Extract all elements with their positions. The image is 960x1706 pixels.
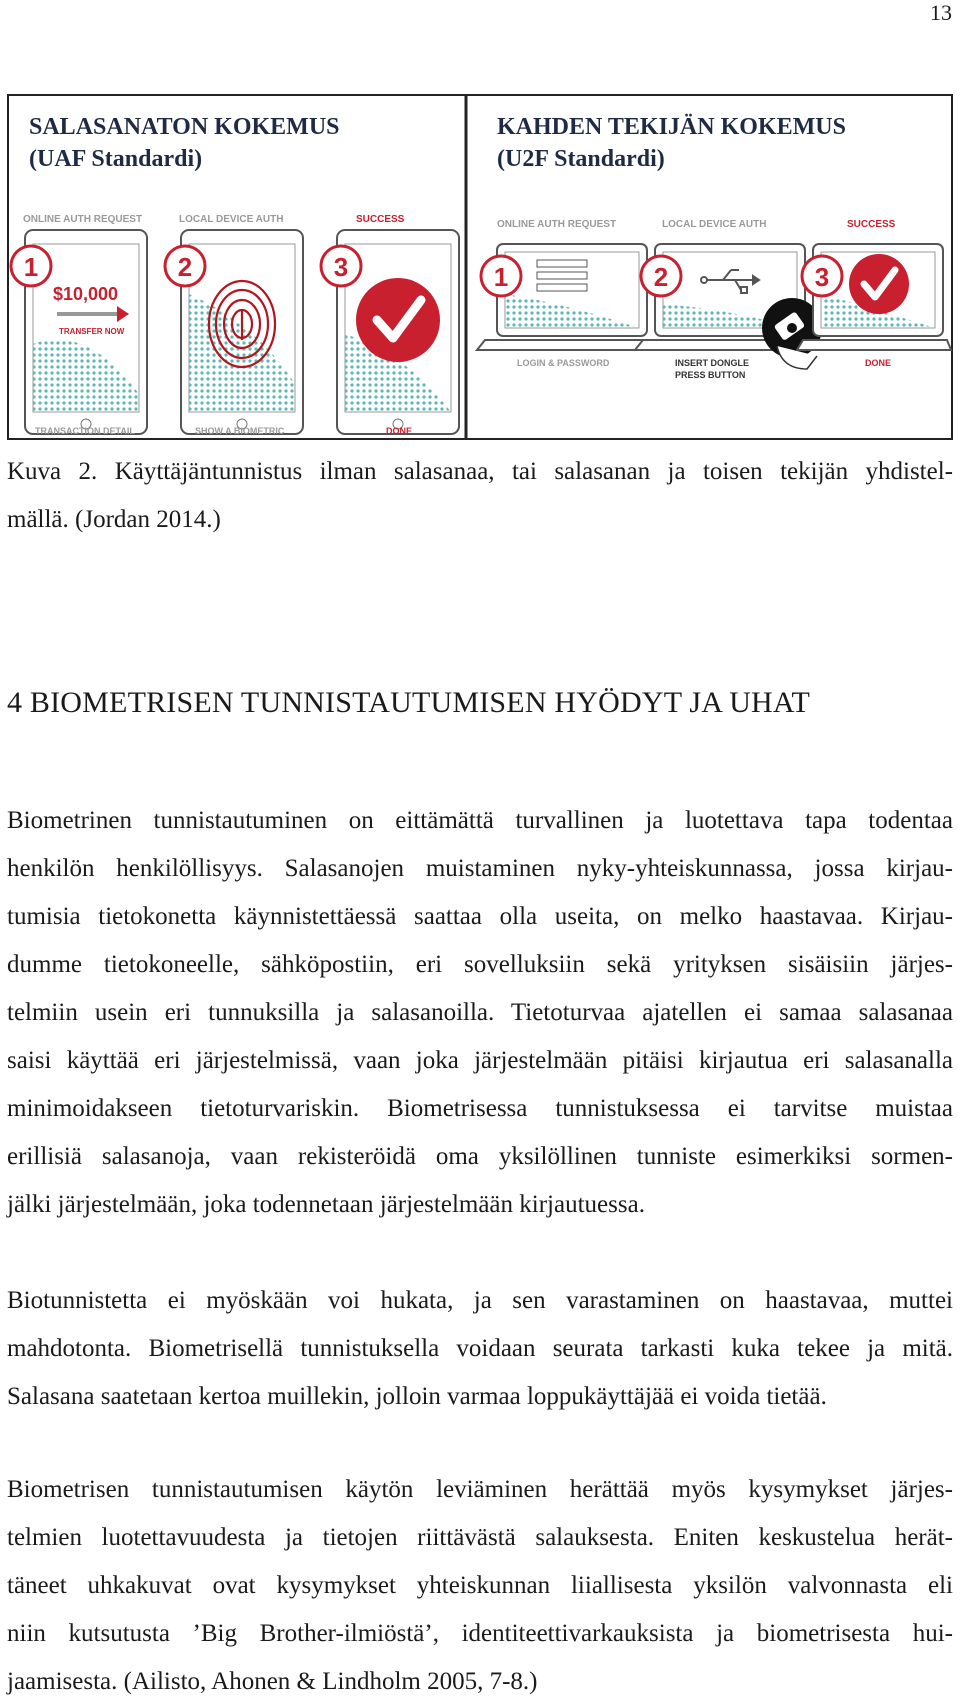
paragraph-line: henkilön henkilöllisyys. Salasanojen muistaminen nyky-yhteiskunnassa, jossa kirjau- xyxy=(7,855,953,882)
left-step2-bottom-label: SHOW A BIOMETRIC xyxy=(195,426,285,436)
paragraph-line: jaamisesta. (Ailisto, Ahonen & Lindholm 2005, 7-8.) xyxy=(7,1668,538,1695)
left-step2-num: 2 xyxy=(177,252,193,282)
paragraph-line: erillisiä salasanoja, vaan rekisteröidä oma yksilöllinen tunniste esimerkiksi sormen- xyxy=(7,1143,953,1170)
paragraph-1 xyxy=(7,797,953,1229)
paragraph-line: jälki järjestelmään, joka todennetaan järjestelmään kirjautuessa. xyxy=(7,1191,645,1218)
success-circle xyxy=(356,278,440,362)
left-step3-num: 3 xyxy=(333,252,349,282)
right-step1-num: 1 xyxy=(493,262,509,292)
right-step1-top-label: ONLINE AUTH REQUEST xyxy=(497,219,617,230)
paragraph-line: Biometrisen tunnistautumisen käytön leviäminen herättää myös kysymykset järjes- xyxy=(7,1476,953,1503)
paragraph-line: minimoidakseen tietoturvariskin. Biometrisessa tunnistuksessa ei tarvitse muistaa xyxy=(7,1095,953,1122)
left-step1-top-label: ONLINE AUTH REQUEST xyxy=(23,214,143,225)
right-step2-top-label: LOCAL DEVICE AUTH xyxy=(662,219,767,230)
caption-line: mällä. (Jordan 2014.) xyxy=(7,506,221,533)
left-step1-num: 1 xyxy=(23,252,39,282)
paragraph-line: mahdotonta. Biometrisellä tunnistuksella voidaan seurata tarkasti kuka tekee ja mitä. xyxy=(7,1335,953,1362)
paragraph-line: Biometrinen tunnistautuminen on eittämättä turvallinen ja luotettava tapa todentaa xyxy=(7,807,953,834)
paragraph-line: tumisia tietokonetta käynnistettäessä saattaa olla useita, on melko haastavaa. Kirjau- xyxy=(7,903,953,930)
page-number: 13 xyxy=(930,0,952,25)
amount-text: $10,000 xyxy=(53,284,119,304)
paragraph-2 xyxy=(7,1277,953,1421)
left-title-line2: (UAF Standardi) xyxy=(29,146,203,172)
right-step2-bottom-label-line2: PRESS BUTTON xyxy=(675,370,746,380)
right-step2-bottom-label-line1: INSERT DONGLE xyxy=(675,358,750,368)
left-step2-top-label: LOCAL DEVICE AUTH xyxy=(179,214,284,225)
paragraph-line: saisi käyttää eri järjestelmissä, vaan joka järjestelmään pitäisi kirjautua eri salasanalla xyxy=(7,1047,953,1074)
right-step3-bottom-label: DONE xyxy=(865,358,892,368)
right-title-line1: KAHDEN TEKIJÄN KOKEMUS xyxy=(497,114,846,140)
caption-line: Kuva 2. Käyttäjäntunnistus ilman salasanaa, tai salasanan ja toisen tekijän yhdistel- xyxy=(7,458,953,485)
transfer-now-text: TRANSFER NOW xyxy=(59,327,125,336)
right-step3-num: 3 xyxy=(814,262,830,292)
section-heading: 4 BIOMETRISEN TUNNISTAUTUMISEN HYÖDYT JA UHAT xyxy=(7,686,810,719)
left-step3-top-label: SUCCESS xyxy=(356,214,405,225)
paragraph-line: täneet uhkakuvat ovat kysymykset yhteiskunnan liiallisesta yksilön valvonnasta eli xyxy=(7,1572,953,1599)
authentication-figure xyxy=(7,94,953,440)
paragraph-line: telmien luotettavuudesta ja tietojen riittävästä salauksesta. Eniten keskustelua herät- xyxy=(7,1524,953,1551)
left-step3-bottom-label: DONE xyxy=(386,426,413,436)
right-step1-bottom-label: LOGIN & PASSWORD xyxy=(517,358,610,368)
paragraph-line: Salasana saatetaan kertoa muillekin, jolloin varmaa loppukäyttäjää ei voida tietää. xyxy=(7,1383,827,1410)
paragraph-line: Biotunnistetta ei myöskään voi hukata, ja sen varastaminen on haastavaa, muttei xyxy=(7,1287,953,1314)
paragraph-3 xyxy=(7,1466,953,1706)
right-title-line2: (U2F Standardi) xyxy=(497,146,665,172)
right-success-circle xyxy=(849,254,909,314)
figure-caption xyxy=(7,448,953,544)
left-step1-bottom-label: TRANSACTION DETAIL xyxy=(35,426,135,436)
right-step3-top-label: SUCCESS xyxy=(847,219,896,230)
paragraph-line: dumme tietokoneelle, sähköpostiin, eri sovelluksiin sekä yrityksen sisäisiin järjes- xyxy=(7,951,953,978)
paragraph-line: telmiin usein eri tunnuksilla ja salasanoilla. Tietoturvaa ajatellen ei samaa salasanaa xyxy=(7,999,953,1026)
left-title-line1: SALASANATON KOKEMUS xyxy=(29,114,340,140)
right-step2-num: 2 xyxy=(653,262,669,292)
paragraph-line: niin kutsutusta ’Big Brother-ilmiöstä’, identiteettivarkauksista ja biometrisesta hui- xyxy=(7,1620,953,1647)
